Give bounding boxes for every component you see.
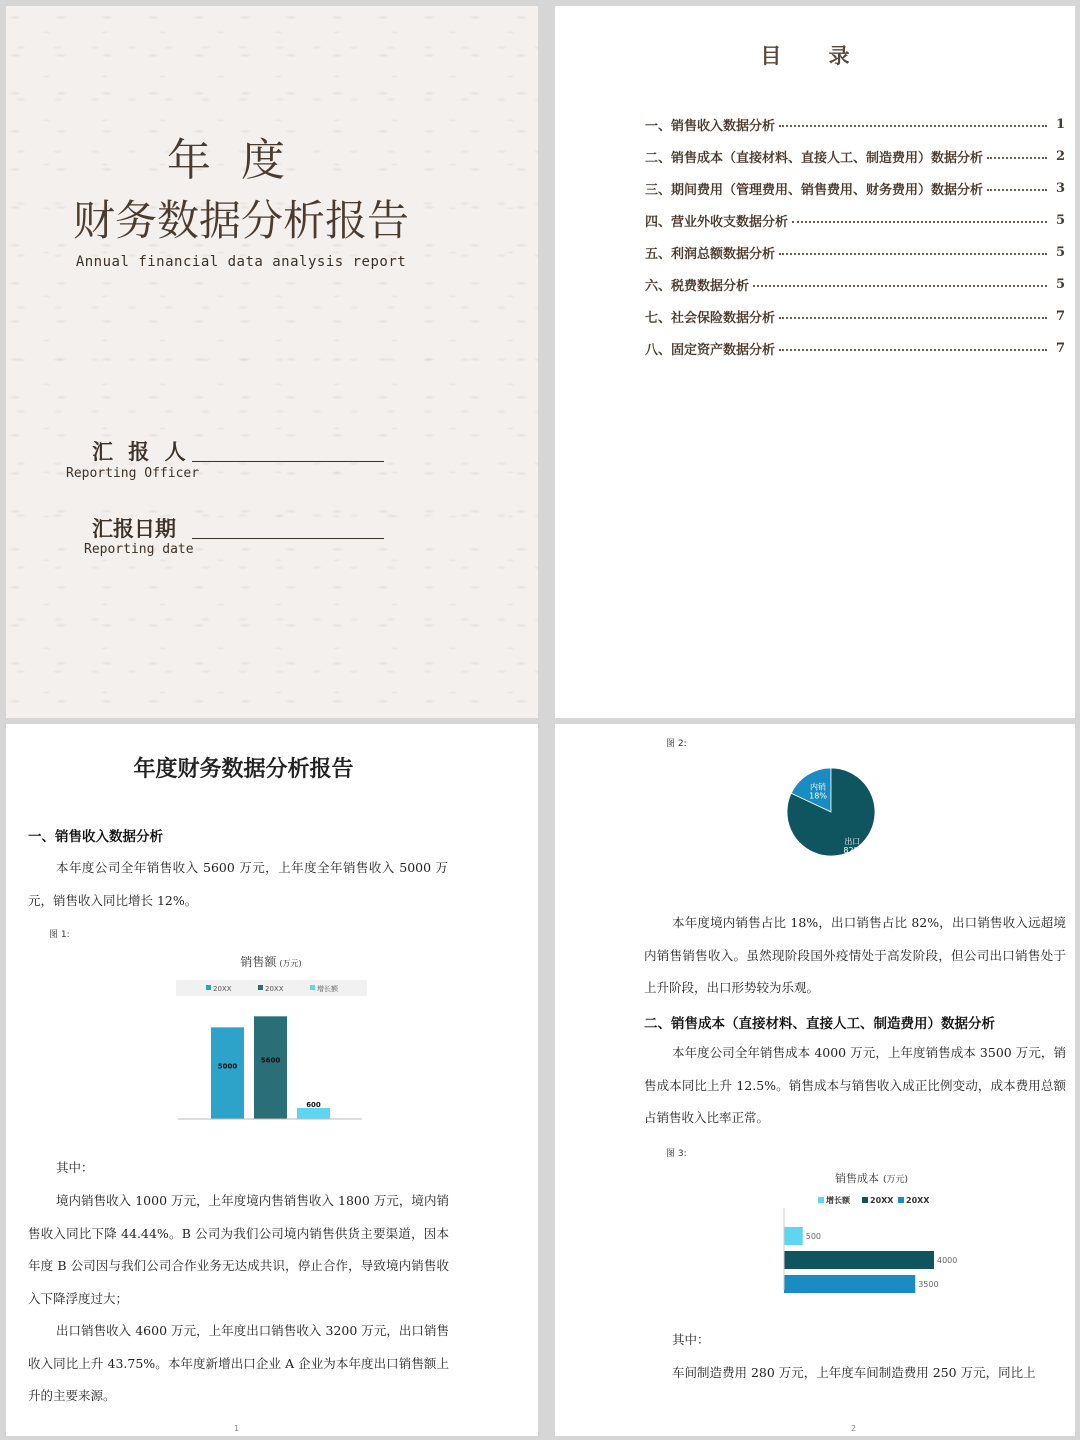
toc-item-page: 5 xyxy=(1055,276,1065,292)
sales-cost-bar-chart xyxy=(780,1168,970,1298)
chart3-data-label: 500 xyxy=(805,1232,822,1241)
toc-item[interactable] xyxy=(645,332,1065,364)
toc-item[interactable] xyxy=(645,140,1065,172)
chart1-data-label: 5000 xyxy=(217,1062,238,1071)
toc-item-label: 六、税费数据分析 xyxy=(645,278,750,294)
toc-item[interactable] xyxy=(645,108,1065,140)
toc-item-label: 二、销售成本（直接材料、直接人工、制造费用）数据分析 xyxy=(645,150,984,166)
chart1-bar xyxy=(211,1027,244,1119)
sales-bar-chart xyxy=(166,952,386,1127)
report-title: 年度财务数据分析报告 xyxy=(133,756,354,782)
chart2-slice-label: 出口 xyxy=(844,836,861,846)
toc-heading: 目 录 xyxy=(760,43,870,68)
paragraph-export-sales: 出口销售收入 4600 万元，上年度出口销售收入 3200 万元，出口销售收入同比上升 43.75%。本年度新增出口企业 A 企业为本年度出口销售额上升的主要来源。 xyxy=(28,1323,449,1403)
chart3-legend xyxy=(818,1195,930,1205)
chart2-slice-label: 内销 xyxy=(810,782,827,792)
chart1-legend-label: 20XX xyxy=(265,985,284,993)
among-label-2: 其中： xyxy=(672,1332,710,1347)
toc-leader-dots xyxy=(987,189,1047,191)
chart1-data-label: 5600 xyxy=(260,1056,281,1065)
toc-item[interactable] xyxy=(645,204,1065,236)
chart1-legend-label: 20XX xyxy=(213,985,232,993)
chart1-legend-swatch xyxy=(258,985,263,990)
chart1-legend-label: 增长额 xyxy=(317,985,338,993)
chart3-unit: (万元) xyxy=(883,1175,909,1185)
toc-item-page: 1 xyxy=(1055,116,1065,132)
toc-item[interactable] xyxy=(645,268,1065,300)
toc-item-page: 7 xyxy=(1055,340,1065,356)
paragraph-sales-share: 本年度境内销售占比 18%，出口销售占比 82%，出口销售收入远超境内销售销售收入。虽然现阶段国外疫情处于高发阶段，但公司出口销售处于上升阶段，出口形势较为乐观。 xyxy=(644,915,1066,995)
report-page-2 xyxy=(555,724,1075,1436)
chart1-bars xyxy=(211,1016,330,1119)
cover-page xyxy=(6,6,538,718)
chart3-legend-label: 增长额 xyxy=(826,1196,850,1205)
page-number-2: 2 xyxy=(851,1424,857,1433)
cover-year: 年度 xyxy=(167,135,315,186)
cover-subtitle: Annual financial data analysis report xyxy=(75,254,407,270)
toc-item-page: 5 xyxy=(1055,244,1065,260)
chart1-title: 销售额 (万元) xyxy=(240,955,302,969)
toc-item-label: 五、利润总额数据分析 xyxy=(645,246,776,262)
toc-leader-dots xyxy=(779,317,1047,319)
date-line[interactable] xyxy=(192,538,384,539)
chart3-bars xyxy=(784,1227,957,1293)
toc-leader-dots xyxy=(792,221,1047,223)
toc-item-page: 5 xyxy=(1055,212,1065,228)
paragraph-sales-income: 本年度公司全年销售收入 5600 万元，上年度全年销售收入 5000 万元，销售收入同比增长 12%。 xyxy=(28,860,448,908)
section-heading-2: 二、销售成本（直接材料、直接人工、制造费用）数据分析 xyxy=(644,1016,995,1032)
toc-leader-dots xyxy=(779,125,1047,127)
toc-item-page: 3 xyxy=(1055,180,1065,196)
chart3-legend-label: 20XX xyxy=(870,1196,894,1205)
toc-item[interactable] xyxy=(645,300,1065,332)
chart3-bar xyxy=(784,1275,915,1293)
reporter-line[interactable] xyxy=(192,461,384,462)
toc-leader-dots xyxy=(779,349,1047,351)
toc-item[interactable] xyxy=(645,236,1065,268)
chart1-unit: (万元) xyxy=(279,959,302,968)
toc-item-label: 三、期间费用（管理费用、销售费用、财务费用）数据分析 xyxy=(645,182,984,198)
chart1-data-label: 600 xyxy=(306,1101,321,1109)
reporter-label: 汇 报 人 xyxy=(92,439,190,464)
reporter-en-label: Reporting Officer xyxy=(66,466,200,481)
page-number: 1 xyxy=(234,1424,240,1433)
chart1-bar xyxy=(297,1108,330,1119)
cover-title: 财务数据分析报告 xyxy=(72,196,409,245)
chart1-bar xyxy=(254,1016,287,1119)
chart2-slice-percent: 82% xyxy=(843,845,862,855)
toc-item-page: 2 xyxy=(1055,148,1065,164)
chart3-title: 销售成本 (万元) xyxy=(835,1172,909,1185)
chart1-legend-swatch xyxy=(206,985,211,990)
section-heading-1: 一、销售收入数据分析 xyxy=(28,829,163,845)
paragraph-workshop-cost: 车间制造费用 280 万元，上年度车间制造费用 250 万元，同比上 xyxy=(672,1365,1036,1380)
figure-2-caption: 图 2: xyxy=(666,739,687,749)
chart2-slices xyxy=(787,768,875,856)
toc-item-label: 八、固定资产数据分析 xyxy=(645,342,776,358)
date-en-label: Reporting date xyxy=(84,542,194,557)
chart1-legend-swatch xyxy=(310,985,315,990)
toc-item-label: 四、营业外收支数据分析 xyxy=(645,214,789,230)
chart3-legend-swatch xyxy=(898,1197,904,1203)
date-label: 汇报日期 xyxy=(92,516,176,541)
toc-leader-dots xyxy=(753,285,1047,287)
chart3-legend-label: 20XX xyxy=(906,1196,930,1205)
chart3-data-label: 3500 xyxy=(918,1280,939,1289)
chart2-slice-percent: 18% xyxy=(809,791,827,801)
toc-page xyxy=(555,6,1075,718)
toc-leader-dots xyxy=(779,253,1047,255)
toc-leader-dots xyxy=(987,157,1047,159)
chart3-legend-swatch xyxy=(818,1197,824,1203)
chart3-bar xyxy=(784,1227,803,1245)
figure-3-caption: 图 3: xyxy=(666,1149,687,1159)
paragraph-sales-cost: 本年度公司全年销售成本 4000 万元，上年度销售成本 3500 万元，销售成本同比上升 12.5%。销售成本与销售收入成正比例变动，成本费用总额占销售收入比率正常。 xyxy=(644,1045,1066,1125)
toc-item-label: 一、销售收入数据分析 xyxy=(645,118,776,134)
chart3-bar xyxy=(784,1251,934,1269)
paragraph-domestic-sales: 境内销售收入 1000 万元，上年度境内售销售收入 1800 万元，境内销售收入同比下降 44.44%。B 公司为我们公司境内销售供货主要渠道，因本年度 B 公司因与我们公司合作业务无达成共识，停止合作，导致境内销售收入下降浮度过大； xyxy=(28,1193,449,1306)
chart3-data-label: 4000 xyxy=(937,1256,958,1265)
toc-list xyxy=(645,108,1065,364)
chart1-legend xyxy=(206,984,339,993)
figure-1-caption: 图 1: xyxy=(49,930,70,940)
report-page-1 xyxy=(6,724,538,1436)
toc-item-page: 7 xyxy=(1055,308,1065,324)
sales-share-pie-chart xyxy=(780,764,890,864)
chart3-legend-swatch xyxy=(862,1197,868,1203)
among-label: 其中： xyxy=(56,1160,94,1175)
toc-item-label: 七、社会保险数据分析 xyxy=(645,310,776,326)
toc-item[interactable] xyxy=(645,172,1065,204)
